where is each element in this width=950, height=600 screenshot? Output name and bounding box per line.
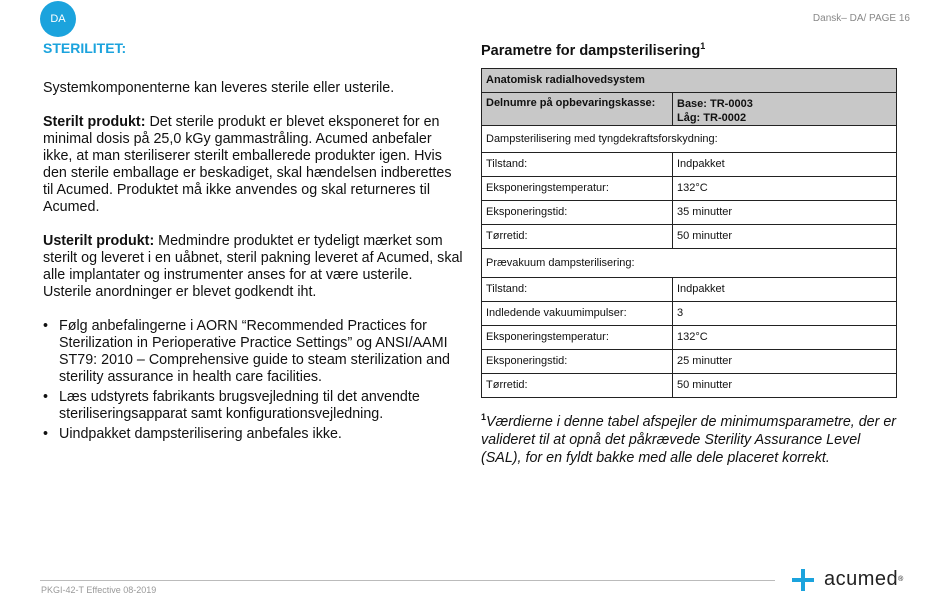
sterility-section bbox=[43, 40, 463, 446]
page-number: Dansk– DA/ PAGE 16 bbox=[812, 13, 910, 24]
parameter-label-cell: Tørretid: bbox=[482, 224, 673, 248]
parameter-value-cell: 25 minutter bbox=[673, 349, 897, 373]
table-row bbox=[482, 301, 897, 325]
parameter-value-cell: 50 minutter bbox=[673, 224, 897, 248]
nonsterile-paragraph bbox=[43, 233, 463, 301]
prevac-rows bbox=[482, 277, 897, 397]
language-badge: DA bbox=[40, 1, 76, 37]
gravity-heading-cell: Dampsterilisering med tyngdekraftsforskydning: bbox=[482, 125, 897, 152]
table-row bbox=[482, 277, 897, 301]
part-numbers-cell: Base: TR-0003 Låg: TR-0002 bbox=[673, 92, 897, 125]
footer-divider bbox=[40, 580, 775, 581]
list-item: • Følg anbefalingerne i AORN “Recommended Practices for Sterilization in Perioperative Practice Settings” og ANSI/AAMI ST79: 2010 – Comprehensive guide to steam sterilization and sterility assurance in health care facilities. bbox=[43, 318, 463, 386]
parameter-value-cell: 3 bbox=[673, 301, 897, 325]
gravity-rows bbox=[482, 152, 897, 248]
table-row bbox=[482, 325, 897, 349]
parameter-value-cell: Indpakket bbox=[673, 277, 897, 301]
sterile-paragraph bbox=[43, 114, 463, 216]
table-row bbox=[482, 152, 897, 176]
list-item: • Læs udstyrets fabrikants brugsvejledning til det anvendte steriliseringsapparat samt konfigurationsvejledning. bbox=[43, 389, 463, 423]
table-row bbox=[482, 224, 897, 248]
parameter-value-cell: Indpakket bbox=[673, 152, 897, 176]
parameter-label-cell: Eksponeringstemperatur: bbox=[482, 325, 673, 349]
parameter-label-cell: Eksponeringstid: bbox=[482, 349, 673, 373]
parameter-label-cell: Tilstand: bbox=[482, 152, 673, 176]
parameter-label-cell: Tørretid: bbox=[482, 373, 673, 397]
sterile-text: Det sterile produkt er blevet eksponeret for en minimal dosis på 25,0 kGy gammastråling. Acumed anbefaler ikke, at man steriliserer sterilt emballerede produkter igen. Hvis den sterile emballage er beskadiget, skal hændelsen indberettes til Acumed. Produktet må ikke anvendes og skal returneres til Acumed. bbox=[43, 114, 452, 215]
parameter-label-cell: Tilstand: bbox=[482, 277, 673, 301]
parameters-table bbox=[481, 68, 897, 398]
table-row bbox=[482, 349, 897, 373]
parameter-label-cell: Eksponeringstemperatur: bbox=[482, 176, 673, 200]
parameter-value-cell: 132°C bbox=[673, 325, 897, 349]
logo-cross-icon bbox=[792, 569, 814, 591]
table-row bbox=[482, 200, 897, 224]
sterile-label: Sterilt produkt: bbox=[43, 114, 146, 130]
prevac-heading-cell: Prævakuum dampsterilisering: bbox=[482, 248, 897, 277]
table-row bbox=[482, 176, 897, 200]
nonsterile-label: Usterilt produkt: bbox=[43, 233, 155, 249]
table-row bbox=[482, 373, 897, 397]
steam-parameters-section bbox=[481, 41, 897, 467]
list-item: • Uindpakket dampsterilisering anbefales ikke. bbox=[43, 426, 463, 443]
parameter-value-cell: 50 minutter bbox=[673, 373, 897, 397]
parameter-value-cell: 35 minutter bbox=[673, 200, 897, 224]
section-heading: STERILITET: bbox=[43, 40, 127, 56]
part-label-cell: Delnumre på opbevaringskasse: bbox=[482, 92, 673, 125]
table-title: Parametre for dampsterilisering$^1$ bbox=[481, 41, 706, 59]
parameter-label-cell: Eksponeringstid: bbox=[482, 200, 673, 224]
parameter-value-cell: 132°C bbox=[673, 176, 897, 200]
nonsterile-text: Medmindre produktet er tydeligt mærket som sterilt og leveret i en uåbnet, steril pakning leveret af Acumed, skal alle implantater og instrumenter anses for at være usterile. Usterile anordninger er blevet godkendt iht. bbox=[43, 233, 463, 300]
acumed-logo: acumed ® bbox=[792, 568, 903, 591]
parameter-label-cell: Indledende vakuumimpulser: bbox=[482, 301, 673, 325]
footnote: $^1$Værdierne i denne tabel afspejler de minimumsparametre, der er valideret til at opnå det påkrævede Sterility Assurance Level (SAL), for en fyldt bakke med alle dele placeret korrekt. bbox=[481, 411, 897, 466]
guideline-list bbox=[43, 318, 463, 443]
intro-paragraph: Systemkomponenterne kan leveres sterile eller usterile. bbox=[43, 80, 395, 96]
document-id: PKGI-42-T Effective 08-2019 bbox=[41, 585, 157, 595]
system-name-cell: Anatomisk radialhovedsystem bbox=[482, 68, 897, 92]
